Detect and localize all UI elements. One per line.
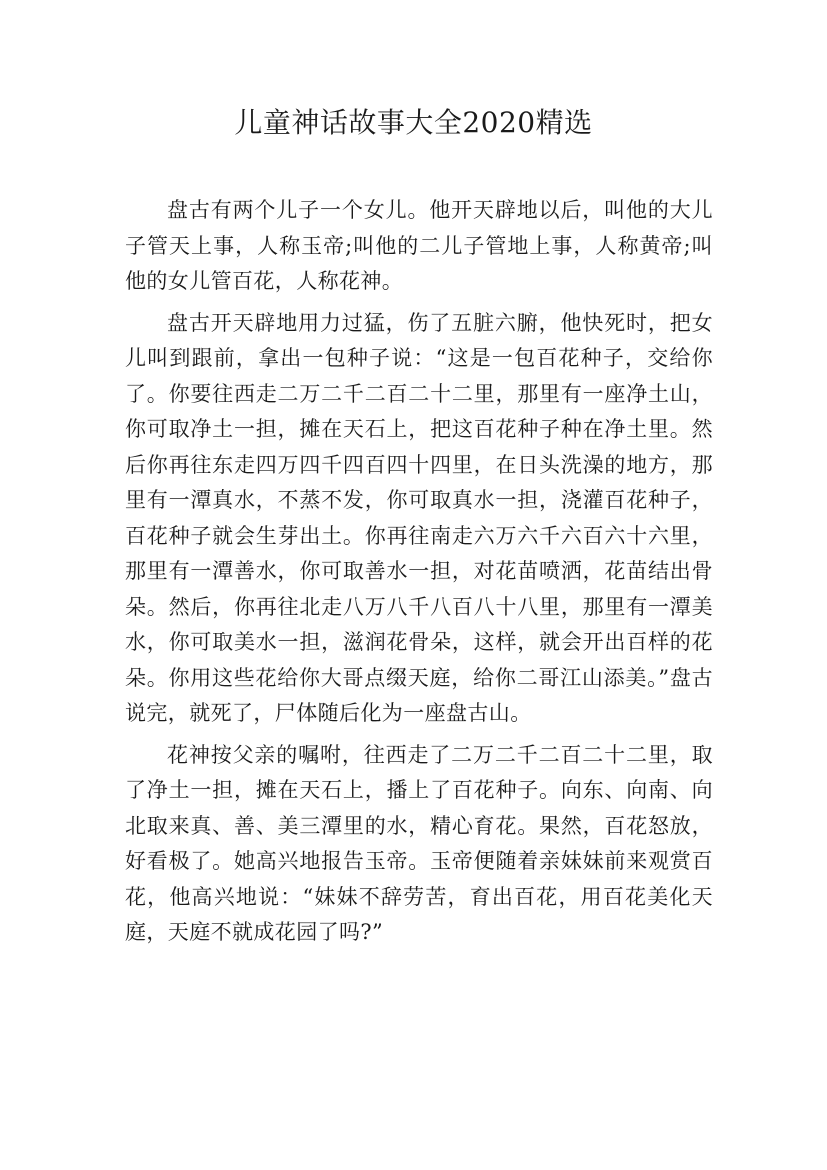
paragraph-3: 花神按父亲的嘱咐，往西走了二万二千二百二十二里，取了净土一担，摊在天石上，播上了百花种子。向东、向南、向北取来真、善、美三潭里的水，精心育花。果然，百花怒放，好看极了。她高兴地报告玉帝。玉帝便随着亲妹妹前来观赏百花，他高兴地说：“妹妹不辞劳苦，育出百花，用百花美化天庭，天庭不就成花园了吗?” [125,742,713,944]
paragraph-2: 盘古开天辟地用力过猛，伤了五脏六腑，他快死时，把女儿叫到跟前，拿出一包种子说：“这是一包百花种子，交给你了。你要往西走二万二千二百二十二里，那里有一座净土山，你可取净土一担，摊在天石上，把这百花种子种在净土里。然后你再往东走四万四千四百四十四里，在日头洗澡的地方，那里有一潭真水，不蒸不发，你可取真水一担，浇灌百花种子，百花种子就会生芽出土。你再往南走六万六千六百六十六里，那里有一潭善水，你可取善水一担，对花苗喷洒，花苗结出骨朵。然后，你再往北走八万八千八百八十八里，那里有一潭美水，你可取美水一担，滋润花骨朵，这样，就会开出百样的花朵。你用这些花给你大哥点缀天庭，给你二哥江山添美。”盘古说完，就死了，尸体随后化为一座盘古山。 [125,310,713,725]
paragraph-1: 盘古有两个儿子一个女儿。他开天辟地以后，叫他的大儿子管天上事，人称玉帝;叫他的二儿子管地上事，人称黄帝;叫他的女儿管百花，人称花神。 [125,198,713,293]
document-title: 儿童神话故事大全2020精选 [234,106,593,139]
document-body [125,193,713,957]
